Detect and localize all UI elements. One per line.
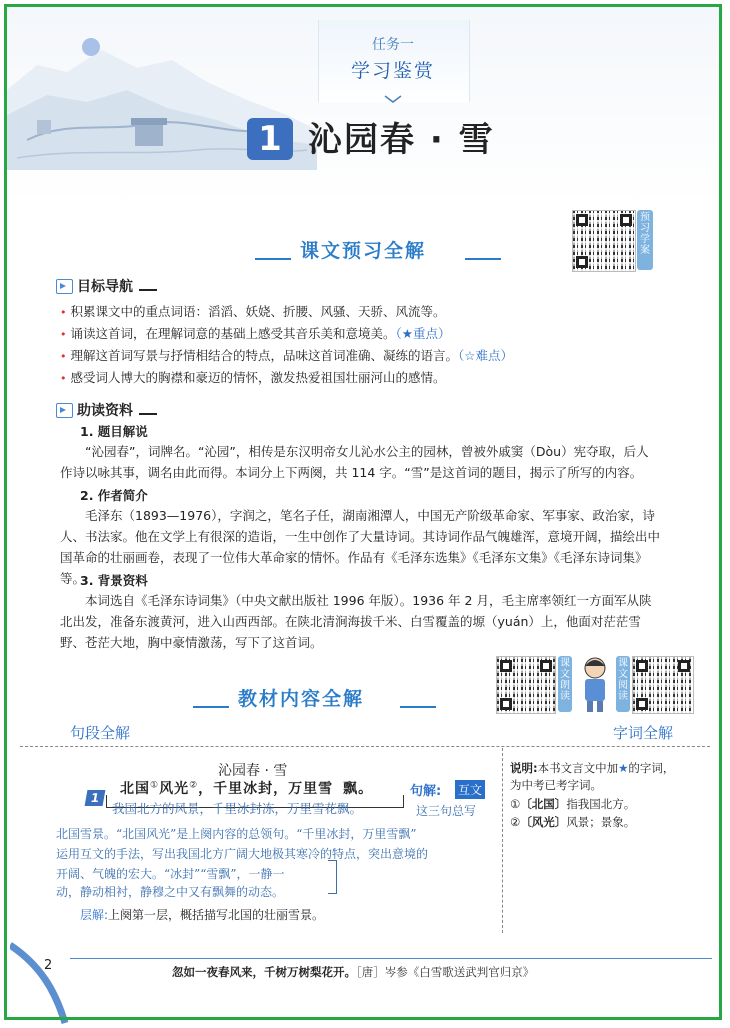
quote-text: 忽如一夜春风来，千树万树梨花开。 [172,965,356,979]
jujie-label: 句解: [410,784,442,799]
poem-word: 飘。 [343,781,374,797]
bullet-dot-icon: • [60,306,67,319]
note-number: ① [510,797,521,811]
note-number: ② [510,815,521,829]
footnote-marker: ② [189,780,199,791]
note-definition: 指我国北方。 [566,797,636,811]
handwritten-note: 北国雪景。“北国风光”是上阕内容的总领句。“千里冰封，万里雪飘” [56,827,417,841]
handwritten-note: 开阔、气魄的宏大。“冰封”“雪飘”，一静一 [56,867,285,881]
subsection-text: 本词选自《毛泽东诗词集》（中央文献出版社 1996 年版）。1936 年 2 月，毛主席率领红一方面军从陕北出发，准备东渡黄河，进入山西西部。在陕北清涧海拔千米、白雪覆盖的塬（yuán）上，他面对茫茫雪野、苍茫大地，胸中豪情激荡，写下了这首词。 [60,593,652,650]
jujie-badge: 互文 [455,780,485,799]
bullet-dot-icon: • [60,350,67,363]
poem-translation: 我国北方的风景，千里冰封冻，万里雪花飘。 [112,801,363,816]
poem-word: 风光 [159,781,190,797]
lesson-title: 沁园春 · 雪 [308,120,495,160]
subsection-heading: 2. 作者简介 [80,488,148,503]
quote-source: ［唐］岑参《白雪歌送武判官归京》 [356,965,535,979]
page-number: 2 [44,958,53,973]
handwritten-note: 运用互文的手法，写出我国北方广阔大地极其寒冷的特点，突出意境的 [56,847,429,861]
layer-label: 层解: [80,908,109,922]
bullet-dot-icon: • [60,328,67,341]
poem-title: 沁园春 · 雪 [218,763,288,779]
goal-text: 积累课文中的重点词语：滔滔、妖娆、折腰、风骚、天骄、风流等。 [70,304,446,319]
task-title: 学习鉴赏 [350,60,435,82]
bullet-dot-icon: • [60,372,67,385]
tab-sentence-analysis: 句段全解 [70,724,131,742]
note-definition: 风景；景象。 [566,815,636,829]
word-note-intro-line2: 为中考已考字词。 [510,778,602,792]
goal-mark: （☆难点） [458,348,513,363]
footnote-marker: ① [150,780,160,791]
goal-mark: （★重点） [395,326,451,341]
paragraph-number-badge: 1 [85,790,106,806]
jujie-note: 这三句总写 [416,804,477,818]
goal-text: 感受词人博大的胸襟和豪迈的情怀，激发热爱祖国壮丽河山的感情。 [70,370,446,385]
reading-heading-label: 助读资料 [77,403,133,419]
poem-word: ，千里冰封，万里雪 [198,781,334,797]
note-text: 本书文言文中加 [537,761,619,775]
subsection-text: “沁园春”，词牌名。“沁园”，相传是东汉明帝女儿沁水公主的园林，曾被外戚窦（Dòu）宪夺取，后人作诗以咏其事，调名由此而得。本词分上下两阕，共 114 字。“雪”是这首词的题目，揭示了所写的内容。 [60,444,649,480]
subsection-text: 毛泽东（1893—1976），字润之，笔名子任，湖南湘潭人，中国无产阶级革命家、军事家、政治家，诗人、书法家。他在文学上有很深的造诣，一生中创作了大量诗词。其诗词作品气魄雄浑，意境开阔，描绘出中国革命的壮丽画卷，表现了一位伟大革命家的情怀。作品有《毛泽东选集》《毛泽东文集》《毛泽东诗词集》等。 [60,508,661,586]
subsection-heading: 3. 背景资料 [80,573,148,588]
goals-heading-label: 目标导航 [77,279,133,295]
note-label: 说明: [510,761,538,775]
goal-text: 诵读这首词，在理解词意的基础上感受其音乐美和意境美。 [70,326,396,341]
note-word: 〔风光〕 [520,815,567,829]
goal-text: 理解这首词写景与抒情相结合的特点，品味这首词准确、凝练的语言。 [70,348,459,363]
section-title-content: 教材内容全解 [238,688,365,710]
note-word: 〔北国〕 [520,797,567,811]
handwritten-note: 动，静动相衬，静穆之中又有飘舞的动态。 [56,885,285,899]
tab-word-analysis: 字词全解 [613,724,674,742]
subsection-heading: 1. 题目解说 [80,424,148,439]
qr-tag-preview: 预习学案 [637,210,653,270]
lesson-number-badge: 1 [247,118,293,160]
poem-word: 北国 [120,781,150,797]
section-title-preview: 课文预习全解 [300,240,427,262]
task-label: 任务一 [372,37,414,53]
page-frame [4,4,722,1020]
layer-text: 上阕第一层，概括描写北国的壮丽雪景。 [108,908,325,922]
qr-tag-reading: 课文阅读 [616,656,630,712]
note-text: 的字词， [628,761,675,775]
qr-tag-recitation: 课文朗读 [558,656,572,712]
star-icon: ★ [618,761,629,775]
